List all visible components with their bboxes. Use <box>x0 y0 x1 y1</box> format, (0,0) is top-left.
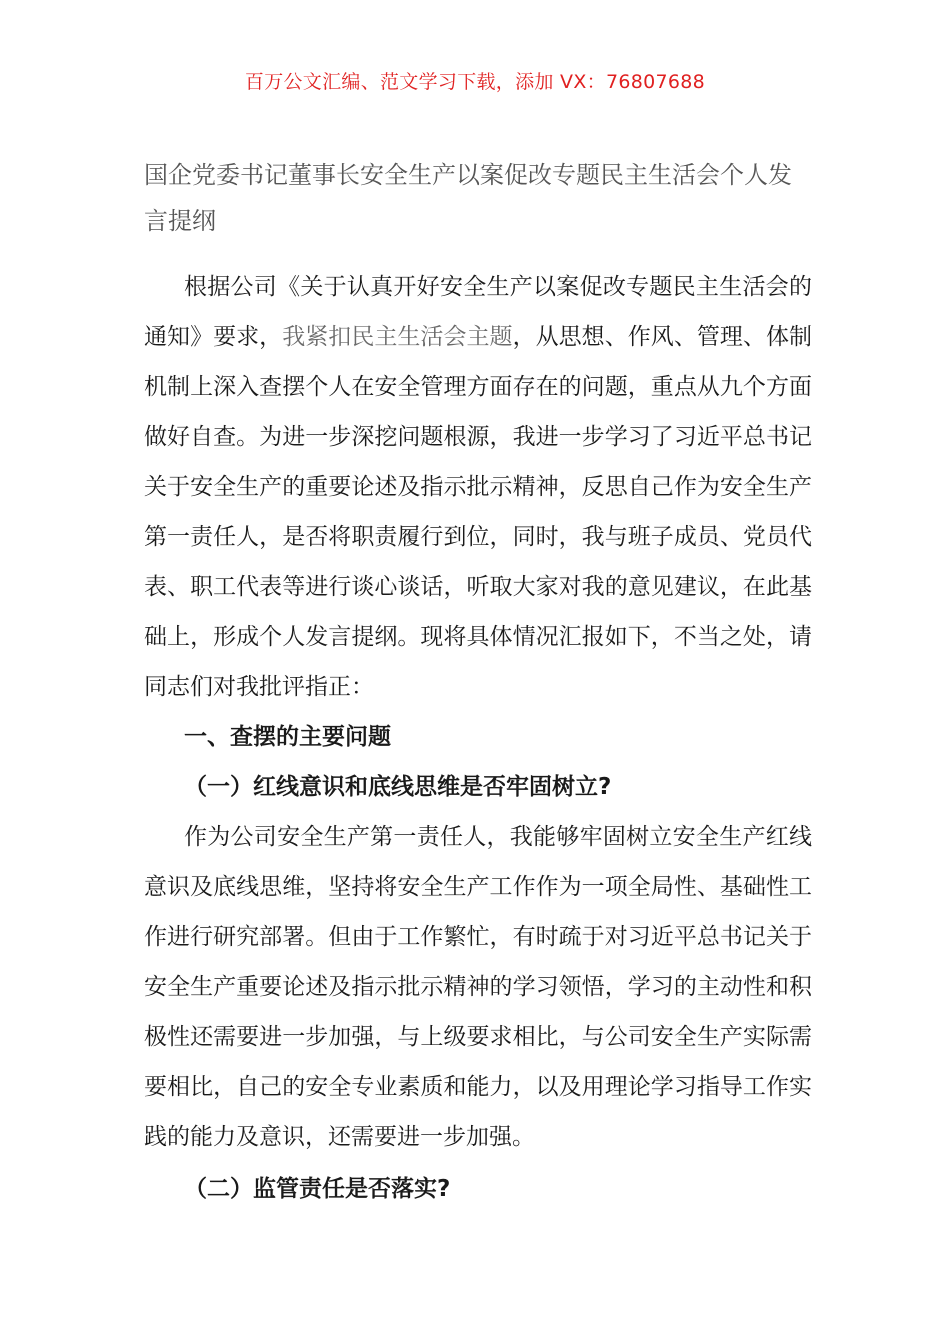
section-heading-problems: 一、查摆的主要问题 <box>184 724 391 750</box>
intro-text-part1: 根据公司《关于认真开好安全生产以案促改专题民主生活会的通知》要求， <box>144 274 812 350</box>
intro-text-part2: ，从思想、作风、管理、体制机制上深入查摆个人在安全管理方面存在的问题，重点从九个方面做好自查。为进一步深挖问题根源，我进一步学习了习近平总书记关于安全生产的重要论述及指示批示精神，反思自己作为安全生产第一责任人，是否将职责履行到位，同时，我与班子成员、党员代表、职工代表等进行谈心谈话，听取大家对我的意见建议，在此基础上，形成个人发言提纲。现将具体情况汇报如下，不当之处，请同志们对我批评指正： <box>144 324 813 700</box>
subsection-heading-redline: （一）红线意识和底线思维是否牢固树立? <box>184 774 612 800</box>
subsection-paragraph-redline: 作为公司安全生产第一责任人，我能够牢固树立安全生产红线意识及底线思维，坚持将安全生产工作作为一项全局性、基础性工作进行研究部署。但由于工作繁忙，有时疏于对习近平总书记关于安全生产重要论述及指示批示精神的学习领悟，学习的主动性和积极性还需要进一步加强，与上级要求相比，与公司安全生产实际需要相比，自己的安全专业素质和能力，以及用理论学习指导工作实践的能力及意识，还需要进一步加强。 <box>144 824 812 1150</box>
intro-paragraph <box>144 262 812 712</box>
subsection-heading-supervision: （二）监管责任是否落实? <box>184 1176 451 1202</box>
watermark-header: 百万公文汇编、范文学习下载，添加 VX：76807688 <box>244 71 706 93</box>
document-title: 国企党委书记董事长安全生产以案促改专题民主生活会个人发言提纲 <box>144 161 792 235</box>
intro-text-highlight: 我紧扣民主生活会主题 <box>282 324 513 350</box>
